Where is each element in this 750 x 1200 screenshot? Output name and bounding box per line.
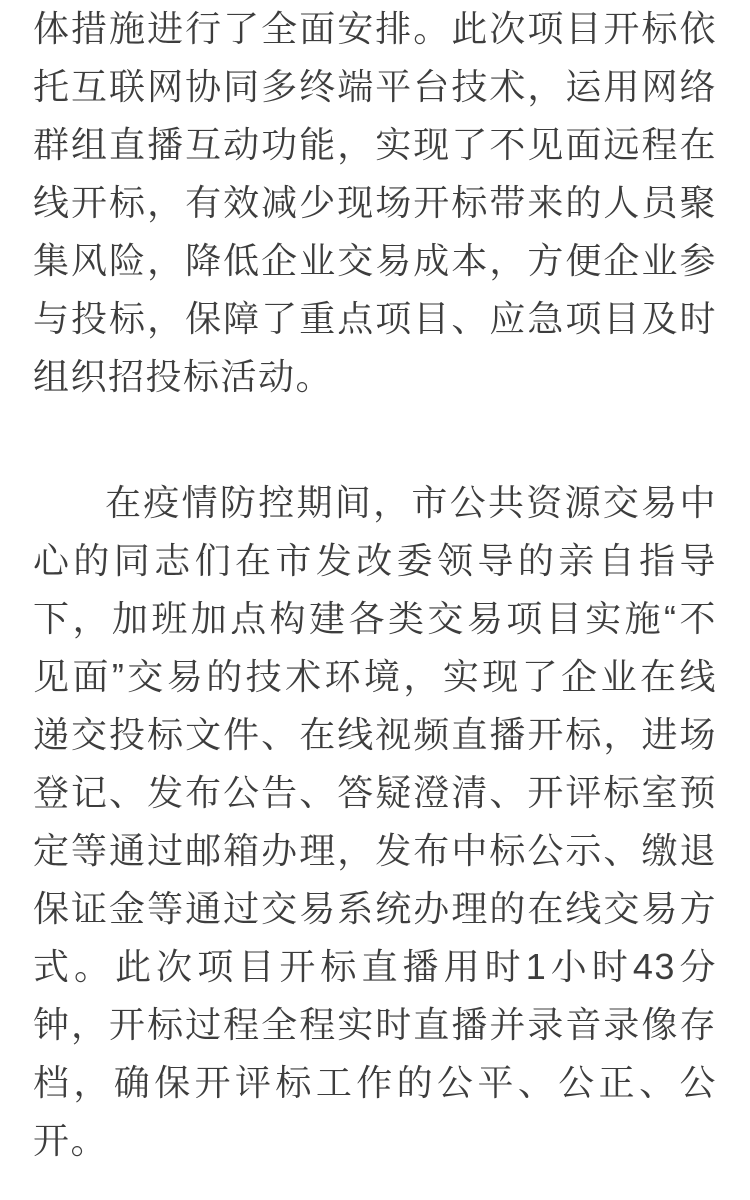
paragraph-2: 在疫情防控期间，市公共资源交易中心的同志们在市发改委领导的亲自指导下，加班加点构建各类交易项目实施“不见面”交易的技术环境，实现了企业在线递交投标文件、在线视频直播开标，进场登记、发布公告、答疑澄清、开评标室预定等通过邮箱办理，发布中标公示、缴退保证金等通过交易系统办理的在线交易方式。此次项目开标直播用时1小时43分钟，开标过程全程实时直播并录音录像存档，确保开评标工作的公平、公正、公开。 — [33, 482, 717, 1161]
article-body — [33, 0, 717, 1170]
paragraph-1: 体措施进行了全面安排。此次项目开标依托互联网协同多终端平台技术，运用网络群组直播互动功能，实现了不见面远程在线开标，有效减少现场开标带来的人员聚集风险，降低企业交易成本，方便企业参与投标，保障了重点项目、应急项目及时组织招投标活动。 — [33, 8, 717, 397]
